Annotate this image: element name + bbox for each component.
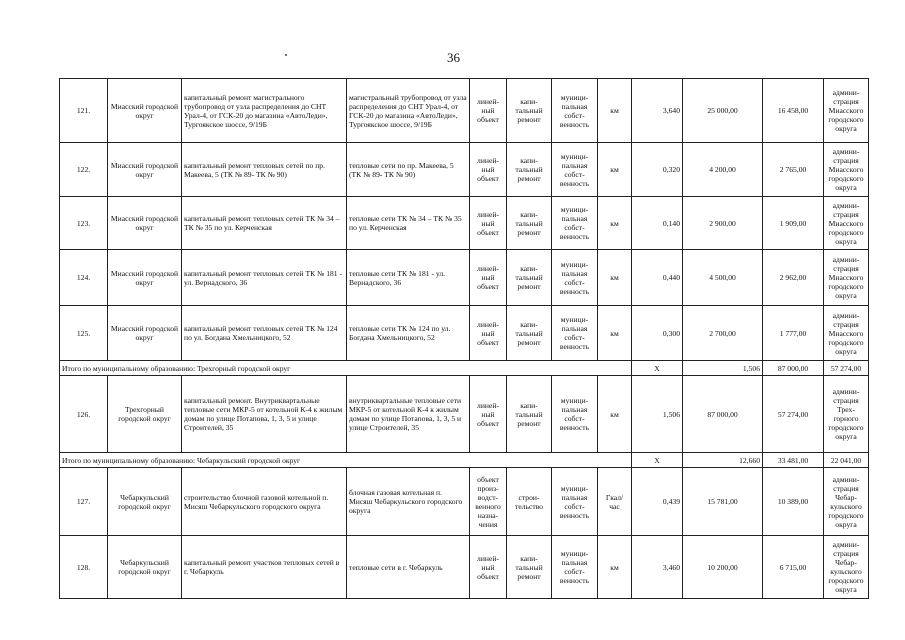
row-number: 123. (60, 197, 108, 250)
municipality: Миасский городской округ (108, 306, 182, 361)
object-type: объект произ-водст-венного назна-чения (470, 468, 507, 536)
total-quantity: 12,660 (683, 453, 763, 468)
total-funding: 57 274,00 (824, 361, 869, 376)
measure-name: капитальный ремонт участков тепловых сетей в г. Чебаркуль (182, 536, 347, 599)
capacity: 3,460 (632, 536, 683, 599)
document-table (59, 78, 869, 599)
unit: км (598, 197, 632, 250)
work-type: капи-тальный ремонт (507, 143, 552, 197)
funding: 10 389,00 (763, 468, 824, 536)
administration: админи-страция Чебар-кульского городского округа (824, 536, 869, 599)
object-type: линей-ный объект (470, 376, 507, 453)
table-row (60, 197, 869, 250)
municipality: Трехгорный городской округ (108, 376, 182, 453)
row-number: 126. (60, 376, 108, 453)
object-type: линей-ный объект (470, 306, 507, 361)
administration: админи-страция Миасского городского округа (824, 197, 869, 250)
table-row (60, 536, 869, 599)
capacity: 0,140 (632, 197, 683, 250)
ownership: муници-пальная собст-венность (552, 250, 598, 306)
page-number: 36 (447, 50, 460, 65)
cost: 2 900,00 (683, 197, 763, 250)
measure-name: капитальный ремонт тепловых сетей по пр. Макеева, 5 (ТК № 89- ТК № 90) (182, 143, 347, 197)
capacity: 0,439 (632, 468, 683, 536)
object-name: тепловые сети ТК № 34 – ТК № 35 по ул. Керченская (347, 197, 470, 250)
cost: 4 500,00 (683, 250, 763, 306)
ownership: муници-пальная собст-венность (552, 197, 598, 250)
cost: 4 200,00 (683, 143, 763, 197)
object-type: линей-ный объект (470, 250, 507, 306)
table-row (60, 468, 869, 536)
object-type: линей-ный объект (470, 79, 507, 143)
funding: 2 962,00 (763, 250, 824, 306)
table-row (60, 306, 869, 361)
administration: админи-страция Трех-горного городского округа (824, 376, 869, 453)
municipality: Миасский городской округ (108, 197, 182, 250)
measure-name: строительство блочной газовой котельной п. Мисяш Чебаркульского городского округа (182, 468, 347, 536)
total-x-mark: X (632, 453, 683, 468)
object-name: тепловые сети по пр. Макеева, 5 (ТК № 89- ТК № 90) (347, 143, 470, 197)
total-quantity: 1,506 (683, 361, 763, 376)
administration: админи-страция Миасского городского округа (824, 250, 869, 306)
ownership: муници-пальная собст-венность (552, 376, 598, 453)
object-type: линей-ный объект (470, 197, 507, 250)
capacity: 3,640 (632, 79, 683, 143)
row-number: 124. (60, 250, 108, 306)
cost: 87 000,00 (683, 376, 763, 453)
administration: админи-страция Миасского городского округа (824, 143, 869, 197)
ownership: муници-пальная собст-венность (552, 79, 598, 143)
unit: км (598, 306, 632, 361)
row-number: 127. (60, 468, 108, 536)
object-name: внутриквартальные тепловые сети МКР-5 от котельной К-4 к жилым домам по улице Потапова, 1, 3, 5 и улице Строителей, 35 (347, 376, 470, 453)
funding: 2 765,00 (763, 143, 824, 197)
ownership: муници-пальная собст-венность (552, 306, 598, 361)
total-cost: 33 481,00 (763, 453, 824, 468)
ownership: муници-пальная собст-венность (552, 143, 598, 197)
unit: км (598, 536, 632, 599)
cost: 2 700,00 (683, 306, 763, 361)
unit: км (598, 376, 632, 453)
unit: км (598, 79, 632, 143)
row-number: 121. (60, 79, 108, 143)
row-number: 125. (60, 306, 108, 361)
administration: админи-страция Миасского городского округа (824, 306, 869, 361)
capacity: 0,440 (632, 250, 683, 306)
funding: 57 274,00 (763, 376, 824, 453)
unit: км (598, 250, 632, 306)
municipality: Чебаркульский городской округ (108, 468, 182, 536)
total-x-mark: X (632, 361, 683, 376)
municipality: Миасский городской округ (108, 79, 182, 143)
work-type: строи-тельство (507, 468, 552, 536)
work-type: капи-тальный ремонт (507, 306, 552, 361)
unit: км (598, 143, 632, 197)
object-type: линей-ный объект (470, 536, 507, 599)
work-type: капи-тальный ремонт (507, 376, 552, 453)
municipality: Чебаркульский городской округ (108, 536, 182, 599)
table-row (60, 143, 869, 197)
capacity: 0,300 (632, 306, 683, 361)
measure-name: капитальный ремонт. Внутриквартальные тепловые сети МКР-5 от котельной К-4 к жилым домам по улице Потапова, 1, 3, 5 и улице Строителей, 35 (182, 376, 347, 453)
measure-name: капитальный ремонт тепловых сетей ТК № 181 - ул. Вернадского, 36 (182, 250, 347, 306)
total-cost: 87 000,00 (763, 361, 824, 376)
funding: 6 715,00 (763, 536, 824, 599)
table-row (60, 79, 869, 143)
work-type: капи-тальный ремонт (507, 536, 552, 599)
total-row (60, 453, 869, 468)
object-name: блочная газовая котельная п. Мисяш Чебаркульского городского округа (347, 468, 470, 536)
object-name: тепловые сети ТК № 181 - ул. Вернадского, 36 (347, 250, 470, 306)
cost: 15 781,00 (683, 468, 763, 536)
cost: 25 000,00 (683, 79, 763, 143)
unit: Гкал/ час (598, 468, 632, 536)
funding: 16 458,00 (763, 79, 824, 143)
table-row (60, 250, 869, 306)
ownership: муници-пальная собст-венность (552, 468, 598, 536)
total-label: Итого по муниципальному образованию: Трехгорный городской округ (60, 361, 632, 376)
administration: админи-страция Миасского городского округа (824, 79, 869, 143)
municipality: Миасский городской округ (108, 250, 182, 306)
scan-speck (285, 54, 287, 56)
measure-name: капитальный ремонт тепловых сетей ТК № 34 – ТК № 35 по ул. Керченская (182, 197, 347, 250)
cost: 10 200,00 (683, 536, 763, 599)
municipality: Миасский городской округ (108, 143, 182, 197)
work-type: капи-тальный ремонт (507, 250, 552, 306)
row-number: 128. (60, 536, 108, 599)
total-label: Итого по муниципальному образованию: Чебаркульский городской округ (60, 453, 632, 468)
measure-name: капитальный ремонт тепловых сетей ТК № 124 по ул. Богдана Хмельницкого, 52 (182, 306, 347, 361)
object-name: магистральный трубопровод от узла распределения до СНТ Урал-4, от ГСК-20 до магазина «АвтоЛеди», Тургоякское шоссе, 9/19Б (347, 79, 470, 143)
work-type: капи-тальный ремонт (507, 79, 552, 143)
total-row (60, 361, 869, 376)
ownership: муници-пальная собст-венность (552, 536, 598, 599)
total-funding: 22 041,00 (824, 453, 869, 468)
capacity: 1,506 (632, 376, 683, 453)
work-type: капи-тальный ремонт (507, 197, 552, 250)
object-name: тепловые сети ТК № 124 по ул. Богдана Хмельницкого, 52 (347, 306, 470, 361)
funding: 1 777,00 (763, 306, 824, 361)
object-name: тепловые сети в г. Чебаркуль (347, 536, 470, 599)
administration: админи-страция Чебар-кульского городского округа (824, 468, 869, 536)
row-number: 122. (60, 143, 108, 197)
table-row (60, 376, 869, 453)
measure-name: капитальный ремонт магистрального трубопровод от узла распределения до СНТ Урал-4, от ГСК-20 до магазина «АвтоЛеди», Тургоякское шоссе, 9/19Б (182, 79, 347, 143)
capacity: 0,320 (632, 143, 683, 197)
object-type: линей-ный объект (470, 143, 507, 197)
funding: 1 909,00 (763, 197, 824, 250)
